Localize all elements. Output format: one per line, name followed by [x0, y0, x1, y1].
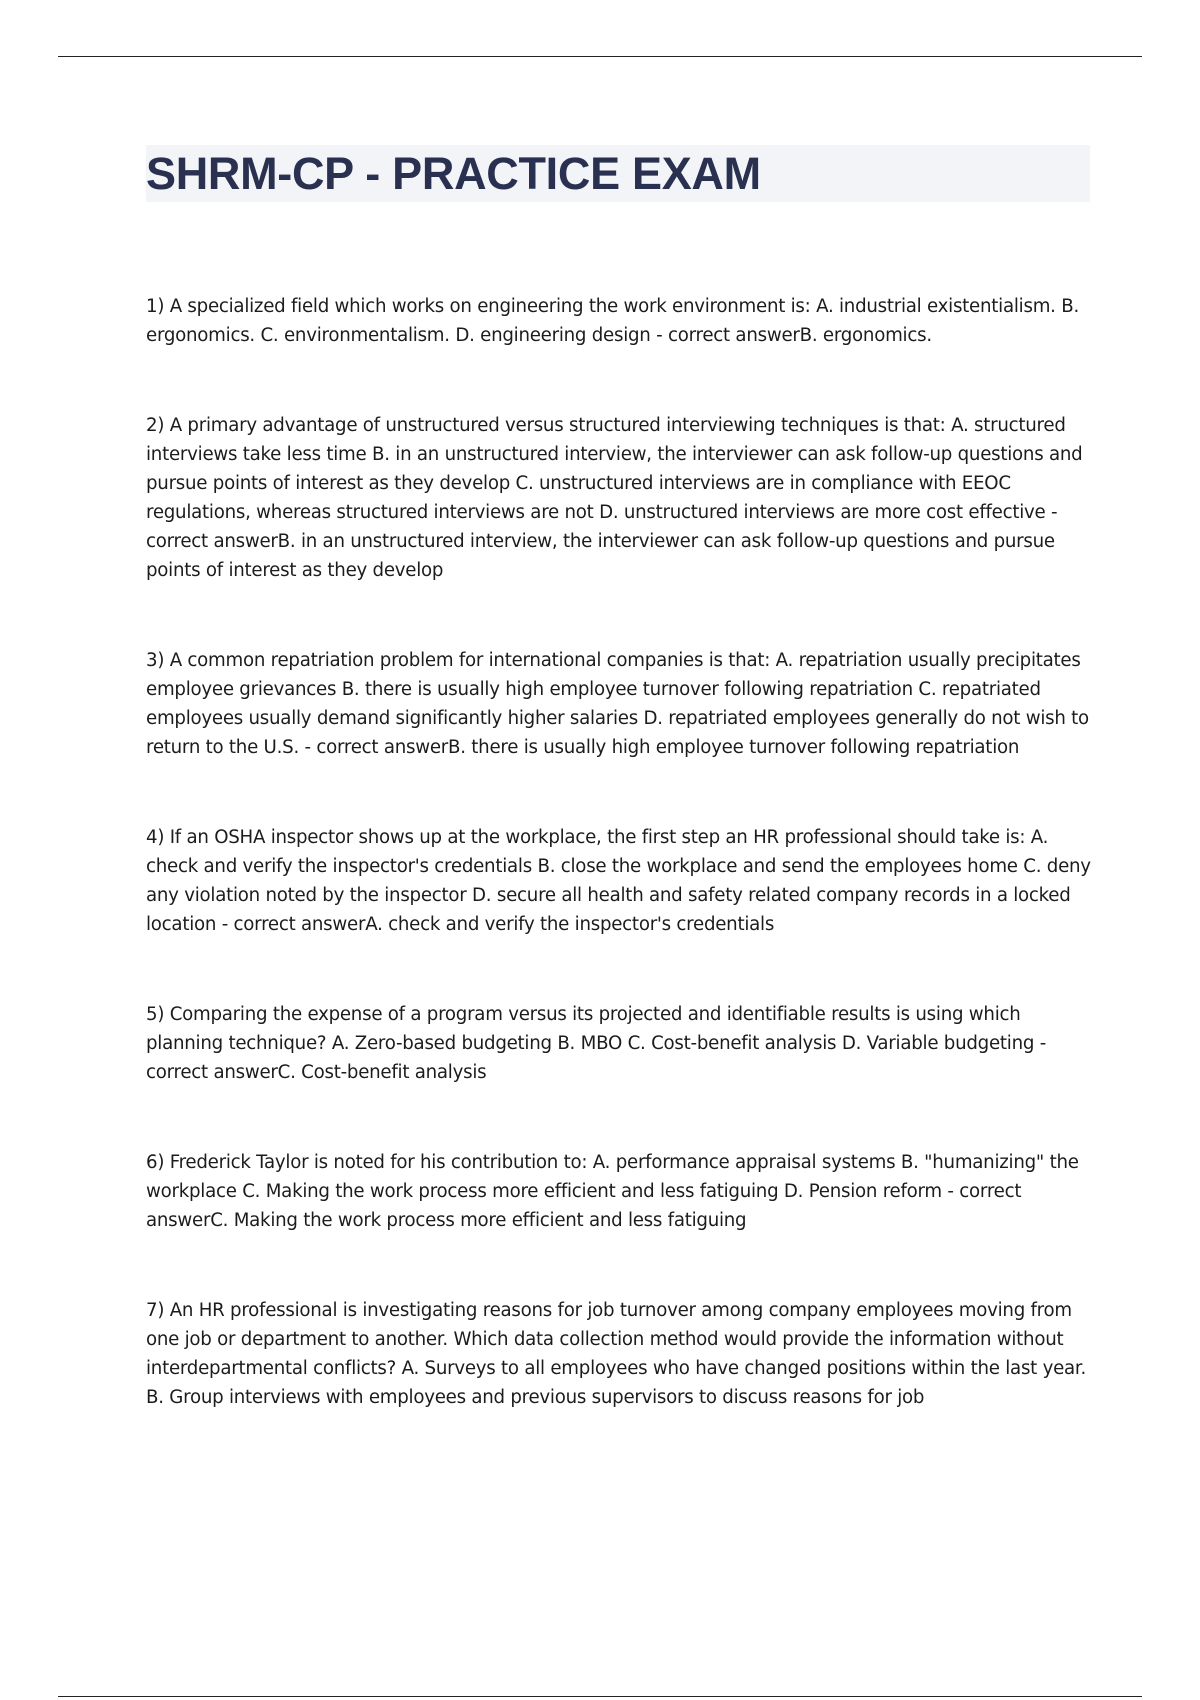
- question-item: 2) A primary advantage of unstructured versus structured interviewing techniques is that: A. structured interviews take less time B. in an unstructured interview, the interviewer can ask follow-up questions and pursue points of interest as they develop C. unstructured interviews are in compliance with EEOC regulations, whereas structured interviews are not D. unstructured interviews are more cost effective - correct answerB. in an unstructured interview, the interviewer can ask follow-up questions and pursue points of interest as they develop: [146, 415, 1083, 581]
- question-item: 6) Frederick Taylor is noted for his contribution to: A. performance appraisal systems B. "humanizing" the workplace C. Making the work process more efficient and less fatiguing D. Pension reform - correct answerC. Making the work process more efficient and less fatiguing: [146, 1152, 1079, 1231]
- question-item: 4) If an OSHA inspector shows up at the workplace, the first step an HR professional should take is: A. check and verify the inspector's credentials B. close the workplace and send the employees home C. deny any violation noted by the inspector D. secure all health and safety related company records in a locked location - correct answerA. check and verify the inspector's credentials: [146, 827, 1091, 935]
- question-item: 7) An HR professional is investigating reasons for job turnover among company employees moving from one job or department to another. Which data collection method would provide the information without interdepartmental conflicts? A. Surveys to all employees who have changed positions within the last year. B. Group interviews with employees and previous supervisors to discuss reasons for job: [146, 1300, 1087, 1408]
- top-divider: [58, 56, 1142, 57]
- question-list: [146, 292, 1092, 1473]
- page-title: SHRM-CP - PRACTICE EXAM: [146, 148, 761, 199]
- bottom-divider: [58, 1696, 1142, 1697]
- question-item: 5) Comparing the expense of a program versus its projected and identifiable results is using which planning technique? A. Zero-based budgeting B. MBO C. Cost-benefit analysis D. Variable budgeting - correct answerC. Cost-benefit analysis: [146, 1004, 1047, 1083]
- question-item: 1) A specialized field which works on engineering the work environment is: A. industrial existentialism. B. ergonomics. C. environmentalism. D. engineering design - correct answerB. ergonomics.: [146, 296, 1079, 346]
- question-item: 3) A common repatriation problem for international companies is that: A. repatriation usually precipitates employee grievances B. there is usually high employee turnover following repatriation C. repatriated employees usually demand significantly higher salaries D. repatriated employees generally do not wish to return to the U.S. - correct answerB. there is usually high employee turnover following repatriation: [146, 650, 1089, 758]
